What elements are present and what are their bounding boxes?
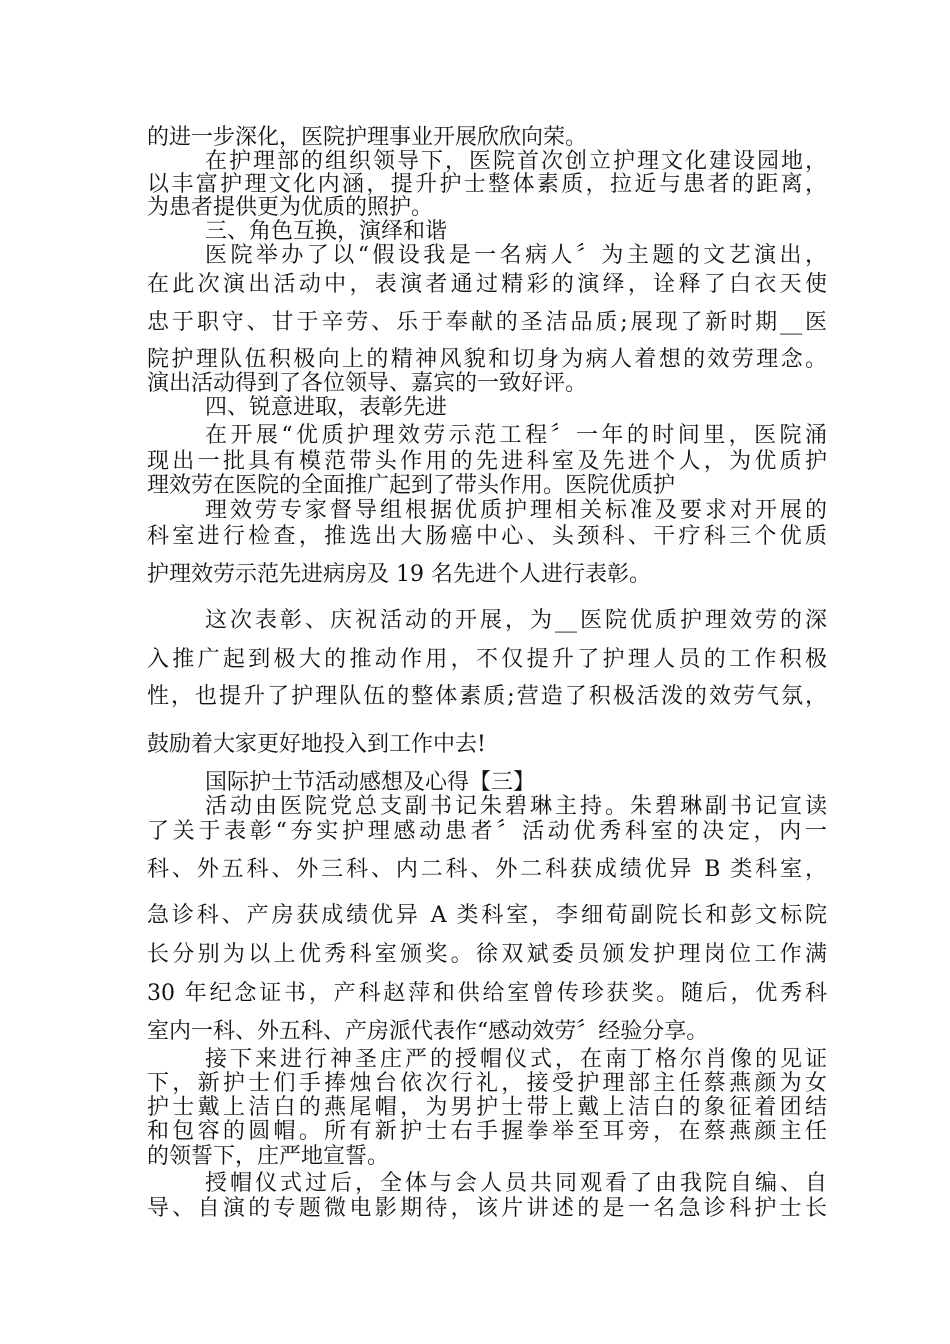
- text-line: 护理效劳示范先进病房及 19 名先进个人进行表彰。: [147, 562, 651, 587]
- text-line: 在开展“优质护理效劳示范工程〞一年的时间里，医院涌: [205, 423, 827, 448]
- text-line: 30 年纪念证书，产科赵萍和供给室曾传珍获奖。随后，优秀科: [147, 981, 827, 1006]
- text-line: 为患者提供更为优质的照护。: [147, 195, 434, 220]
- text-line: 科室进行检查，推选出大肠癌中心、头颈科、干疗科三个优质: [147, 524, 827, 549]
- text-line: 室内一科、外五科、产房派代表作“感动效劳〞经验分享。: [147, 1019, 709, 1044]
- text-line: 的进一步深化，医院护理事业开展欣欣向荣。: [147, 125, 588, 150]
- text-line: 接下来进行神圣庄严的授帽仪式，在南丁格尔肖像的见证: [205, 1047, 827, 1072]
- text-line: 和包容的圆帽。所有新护士右手握拳举至耳旁，在蔡燕颜主任: [147, 1119, 827, 1144]
- text-line: 现出一批具有模范带头作用的先进科室及先进个人，为优质护: [147, 449, 827, 474]
- text-line: 以丰富护理文化内涵，提升护士整体素质，拉近与患者的距离，: [147, 172, 827, 197]
- text-line: 鼓励着大家更好地投入到工作中去!: [147, 732, 486, 757]
- text-line: 的领誓下，庄严地宣誓。: [147, 1144, 390, 1169]
- text-line: 下，新护士们手捧烛台依次行礼，接受护理部主任蔡燕颜为女: [147, 1071, 827, 1096]
- text-line: 授帽仪式过后，全体与会人员共同观看了由我院自编、自: [205, 1171, 827, 1196]
- text-line: 入推广起到极大的推动作用，不仅提升了护理人员的工作积极: [147, 647, 827, 672]
- text-line: 演出活动得到了各位领导、嘉宾的一致好评。: [147, 371, 588, 396]
- text-line: 护士戴上洁白的燕尾帽，为男护士带上戴上洁白的象征着团结: [147, 1095, 827, 1120]
- text-line: 活动由医院党总支副书记朱碧琳主持。朱碧琳副书记宣读: [205, 794, 827, 819]
- text-line: 在此次演出活动中，表演者通过精彩的演绎，诠释了白衣天使: [147, 272, 827, 297]
- text-line: 长分别为以上优秀科室颁奖。徐双斌委员颁发护理岗位工作满: [147, 942, 827, 967]
- text-line: 这次表彰、庆祝活动的开展，为__医院优质护理效劳的深: [205, 608, 827, 633]
- text-line: 国际护士节活动感想及心得【三】: [205, 770, 536, 795]
- text-line: 忠于职守、甘于辛劳、乐于奉献的圣洁品质;展现了新时期__医: [147, 310, 827, 335]
- text-line: 三、角色互换，演绎和谐: [205, 219, 448, 244]
- text-line: 性，也提升了护理队伍的整体素质;营造了积极活泼的效劳气氛，: [147, 684, 827, 709]
- text-line: 院护理队伍积极向上的精神风貌和切身为病人着想的效劳理念。: [147, 347, 827, 372]
- text-line: 科、外五科、外三科、内二科、外二科获成绩优异 B 类科室，: [147, 857, 827, 882]
- text-line: 理效劳专家督导组根据优质护理相关标准及要求对开展的: [205, 498, 827, 523]
- text-line: 导、自演的专题微电影期待，该片讲述的是一名急诊科护士长: [147, 1196, 827, 1221]
- text-line: 急诊科、产房获成绩优异 A 类科室，李细荀副院长和彭文标院: [147, 903, 827, 928]
- text-line: 了关于表彰“夯实护理感动患者〞活动优秀科室的决定，内一: [147, 819, 827, 844]
- text-line: 理效劳在医院的全面推广起到了带头作用。医院优质护: [147, 473, 676, 498]
- text-line: 在护理部的组织领导下，医院首次创立护理文化建设园地，: [205, 149, 827, 174]
- text-line: 医院举办了以“假设我是一名病人〞为主题的文艺演出，: [205, 243, 827, 268]
- text-line: 四、锐意进取，表彰先进: [205, 395, 448, 420]
